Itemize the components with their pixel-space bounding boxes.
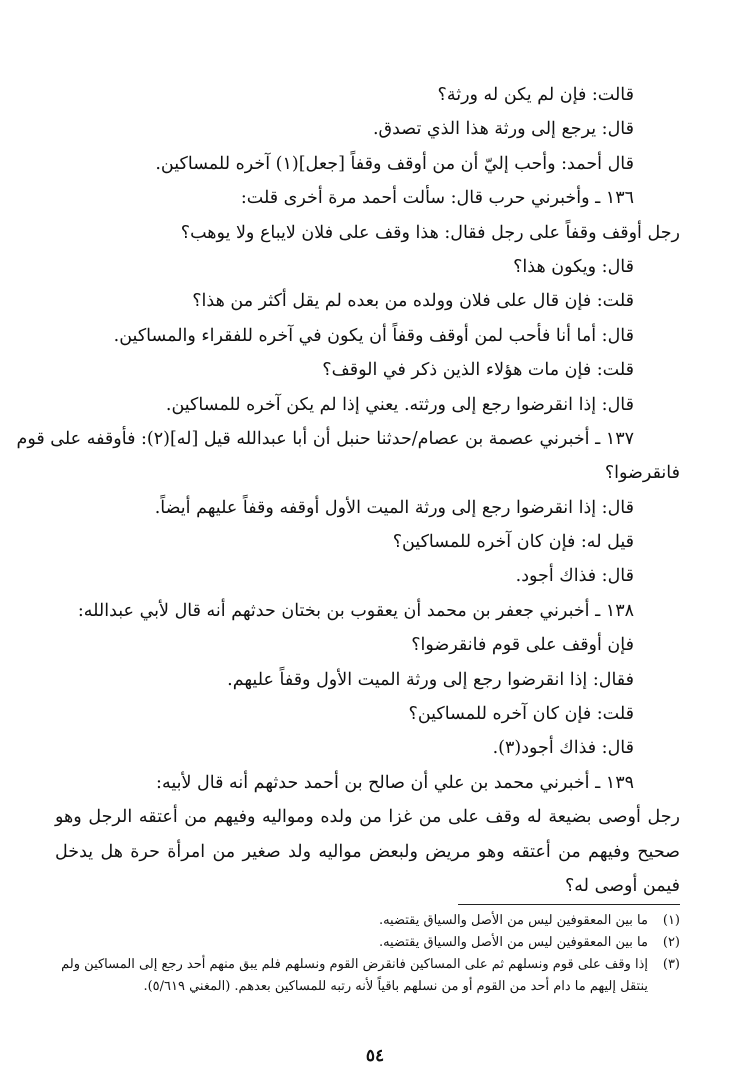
text-line: قال: فذاك أجود. <box>515 566 634 587</box>
footnote-text: ينتقل إليهم ما دام أحد من القوم أو من نسلهم باقياً لأنه رتبه للمساكين بعدهم. (المغني ٥/٦١٩). <box>143 979 648 994</box>
text-line: قال: إذا انقرضوا رجع إلى ورثة الميت الأول أوقفه وقفاً عليهم أيضاً. <box>154 497 634 518</box>
text-line: رجل أوقف وقفاً على رجل فقال: هذا وقف على فلان لايباع ولا يوهب؟ <box>180 222 680 243</box>
footnote <box>55 910 680 932</box>
narration-heading-138: ١٣٨ ـ أخبرني جعفر بن محمد أن يعقوب بن بختان حدثهم أنه قال لأبي عبدالله: <box>77 600 634 621</box>
page-number: ٥٤ <box>365 1046 385 1066</box>
footnote-number: (٢) <box>662 935 680 950</box>
text-line: قلت: فإن مات هؤلاء الذين ذكر في الوقف؟ <box>322 360 634 381</box>
text-line: قالت: فإن لم يكن له ورثة؟ <box>437 85 634 105</box>
text-line: قال: أما أنا فأحب لمن أوقف وقفاً أن يكون في آخره للفقراء والمساكين. <box>113 325 634 346</box>
footnote-text: ما بين المعقوفين ليس من الأصل والسياق يقتضيه. <box>378 935 648 950</box>
footnote-number: (٣) <box>662 957 680 972</box>
text-line: فانقرضوا؟ <box>604 463 680 484</box>
narration-heading-139: ١٣٩ ـ أخبرني محمد بن علي أن صالح بن أحمد حدثهم أنه قال لأبيه: <box>156 772 634 793</box>
footnote-text: ما بين المعقوفين ليس من الأصل والسياق يقتضيه. <box>378 913 648 928</box>
footnote-divider <box>458 904 680 905</box>
text-line: قال: يرجع إلى ورثة هذا الذي تصدق. <box>372 119 634 140</box>
footnote-number: (١) <box>662 913 680 928</box>
footnotes <box>55 910 680 998</box>
narration-heading-137: ١٣٧ ـ أخبرني عصمة بن عصام/حدثنا حنبل أن أبا عبدالله قيل [له](٢): فأوقفه على قوم <box>16 428 634 449</box>
footnote <box>55 932 680 954</box>
text-line: قيل له: فإن كان آخره للمساكين؟ <box>392 532 634 553</box>
text-line: قلت: فإن قال على فلان وولده من بعده لم يقل أكثر من هذا؟ <box>192 291 634 312</box>
text-line: قال: إذا انقرضوا رجع إلى ورثته. يعني إذا لم يكن آخره للمساكين. <box>165 394 634 415</box>
text-line: فقال: إذا انقرضوا رجع إلى ورثة الميت الأول وقفاً عليهم. <box>227 669 634 690</box>
footnote-text: إذا وقف على قوم ونسلهم ثم على المساكين فانقرض القوم ونسلهم فلم يبق منهم أحد رجع إلى المساكين ولم <box>61 957 648 972</box>
main-text <box>16 78 680 903</box>
footnote <box>55 954 680 998</box>
text-line: قال: فذاك أجود(٣). <box>492 738 634 759</box>
text-line: قال: ويكون هذا؟ <box>513 256 634 277</box>
text-line: فإن أوقف على قوم فانقرضوا؟ <box>411 635 634 656</box>
text-line: قال أحمد: وأحب إليّ أن من أوقف وقفاً [جعل](١) آخره للمساكين. <box>155 153 634 174</box>
narration-heading-136: ١٣٦ ـ وأخبرني حرب قال: سألت أحمد مرة أخرى قلت: <box>240 188 634 209</box>
text-line: قلت: فإن كان آخره للمساكين؟ <box>408 704 634 725</box>
text-paragraph: رجل أوصى بضيعة له وقف على من غزا من ولده ومواليه وفيهم من أعتقه الرجل وهو صحيح وفيهم من أعتقه وهو مريض ولبعض مواليه ولد صغير من امرأة حرة هل يدخل فيمن أوصى له؟ <box>55 807 680 897</box>
